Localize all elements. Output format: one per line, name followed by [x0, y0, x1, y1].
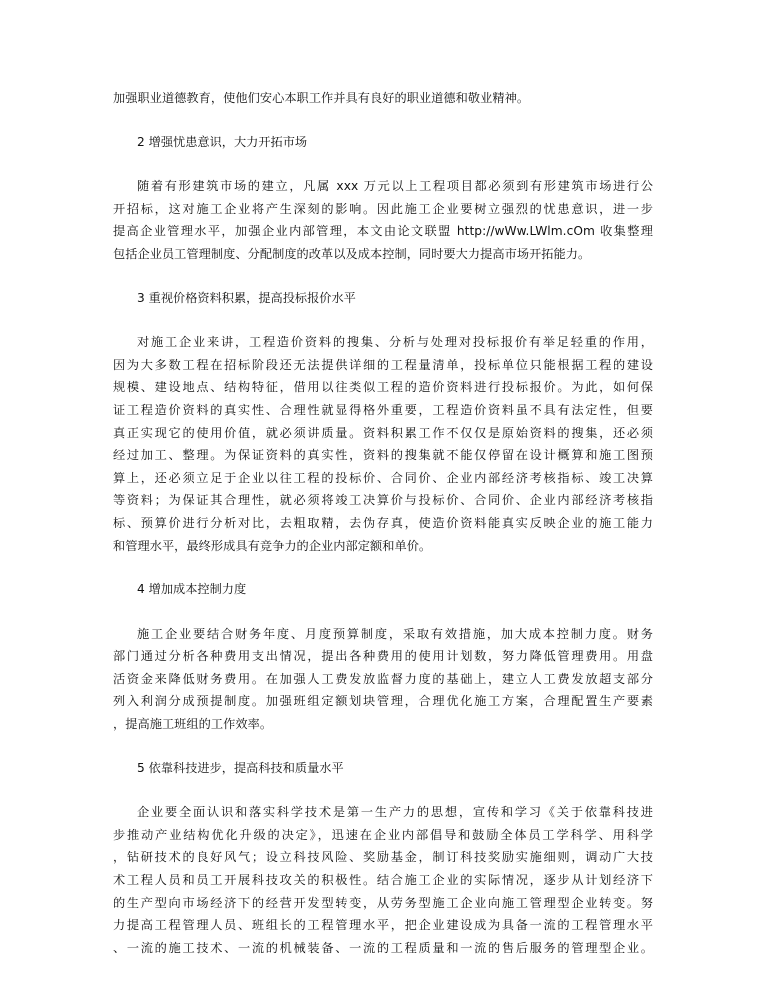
text-line: 提高企业管理水平，加强企业内部管理，本文由论文联盟 http://wWw.LWlm.cOm 收集整理 [113, 224, 653, 239]
text-line: 列入利润分成预提制度。加强班组定额划块管理，合理优化施工方案，合理配置生产要素 [113, 694, 653, 709]
section-heading-3: 3 重视价格资料积累，提高投标报价水平 [137, 290, 356, 305]
text-line: 真正实现它的使用价值，就必须讲质量。资料积累工作不仅仅是原始资料的搜集，还必须 [113, 425, 653, 440]
section-paragraph-2 [113, 175, 653, 265]
text-line: 证工程造价资料的真实性、合理性就显得格外重要，工程造价资料虽不具有法定性，但要 [113, 402, 653, 417]
text-line: 活资金来降低财务费用。在加强人工费发放监督力度的基础上，建立人工费发放超支部分 [113, 671, 653, 686]
section-heading-2: 2 增强忧患意识，大力开拓市场 [137, 134, 308, 149]
section-paragraph-5 [113, 801, 653, 959]
text-line: 算上，还必须立足于企业以往工程的投标价、合同价、企业内部经济考核指标、竣工决算 [113, 470, 653, 485]
section-heading-4: 4 增加成本控制力度 [137, 582, 247, 597]
text-line: 企业要全面认识和落实科学技术是第一生产力的思想，宣传和学习《关于依靠科技进 [137, 805, 653, 820]
text-line: 加强职业道德教育，使他们安心本职工作并具有良好的职业道德和敬业精神。 [113, 91, 530, 105]
text-line: 的生产型向市场经济下的经营开发型转变，从劳务型施工企业向施工管理型企业转变。努 [113, 895, 653, 910]
section-heading-5: 5 依靠科技进步，提高科技和质量水平 [137, 760, 344, 775]
text-line: 随着有形建筑市场的建立，凡属 xxx 万元以上工程项目都必须到有形建筑市场进行公 [137, 179, 653, 194]
text-line: 施工企业要结合财务年度、月度预算制度，采取有效措施，加大成本控制力度。财务 [137, 626, 653, 641]
text-line: 和管理水平，最终形成具有竞争力的企业内部定额和单价。 [113, 538, 432, 553]
text-line: 力提高工程管理人员、班组长的工程管理水平，把企业建设成为具备一流的工程管理水平 [113, 918, 653, 933]
text-line: 、一流的施工技术、一流的机械装备、一流的工程质量和一流的售后服务的管理型企业。 [113, 940, 653, 955]
text-line: 步推动产业结构优化升级的决定》，迅速在企业内部倡导和鼓励全体员工学科学、用科学 [113, 827, 653, 842]
text-line: 术工程人员和员工开展科技攻关的积极性。结合施工企业的实际情况，逐步从计划经济下 [113, 873, 653, 888]
text-line: 等资料；为保证其合理性，就必须将竣工决算价与投标价、合同价、企业内部经济考核指 [113, 493, 653, 508]
text-line: 部门通过分析各种费用支出情况，提出各种费用的使用计划数，努力降低管理费用。用盘 [113, 649, 653, 664]
text-line: ，提高施工班组的工作效率。 [113, 717, 273, 732]
text-line: 开招标，这对施工企业将产生深刻的影响。因此施工企业要树立强烈的忧患意识，进一步 [113, 201, 653, 216]
text-line: ，钻研技术的良好风气；设立科技风险、奖励基金，制订科技奖励实施细则，调动广大技 [113, 850, 653, 865]
text-line: 对施工企业来讲，工程造价资料的搜集、分析与处理对投标报价有举足轻重的作用， [137, 335, 653, 350]
text-line: 包括企业员工管理制度、分配制度的改革以及成本控制，同时要大力提高市场开拓能力。 [113, 246, 591, 261]
text-line: 规模、建设地点、结构特征，借用以往类似工程的造价资料进行投标报价。为此，如何保 [113, 380, 653, 395]
section-paragraph-4 [113, 623, 653, 736]
document-body [113, 87, 653, 959]
section-paragraph-3 [113, 331, 653, 557]
intro-paragraph [113, 87, 653, 110]
text-line: 标、预算价进行分析对比，去粗取精，去伪存真，使造价资料能真实反映企业的施工能力 [113, 515, 653, 530]
text-line: 因为大多数工程在招标阶段还无法提供详细的工程量清单，投标单位只能根据工程的建设 [113, 357, 653, 372]
text-line: 经过加工、整理。为保证资料的真实性，资料的搜集就不能仅停留在设计概算和施工图预 [113, 448, 653, 463]
